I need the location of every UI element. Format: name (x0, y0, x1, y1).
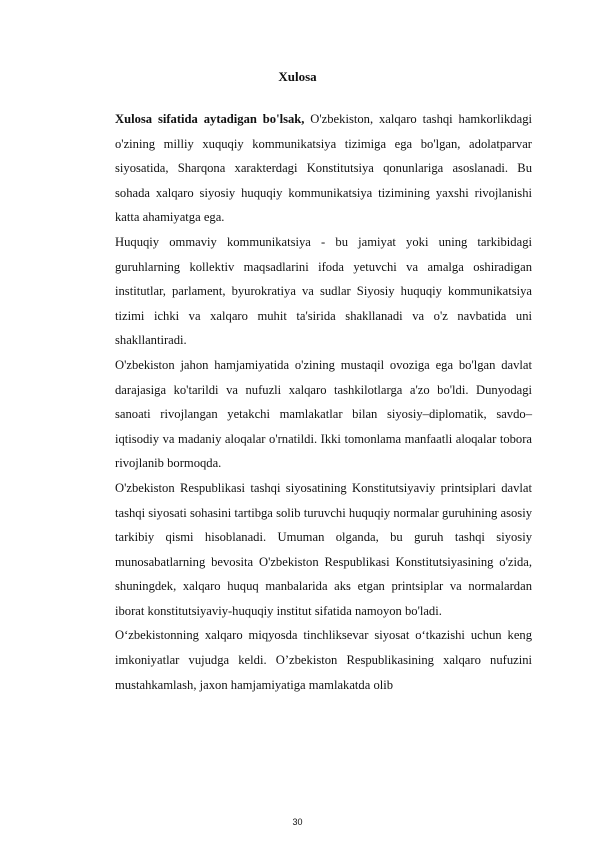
page-number: 30 (292, 817, 303, 827)
paragraph-3-text: O'zbekiston jahon hamjamiyatida o'zining mustaqil ovoziga ega bo'lgan davlat darajasiga ko'tarildi va nufuzli xalqaro tashkilotlarga a'zo bo'ldi. Dunyodagi sanoati rivojlangan yetakchi mamlakatlar bilan siyosiy–diplomatik, savdo–iqtisodiy va madaniy aloqalar o'rnatildi. Ikki tomonlama manfaatli aloqalar tobora rivojlanib bormoqda. (115, 357, 532, 471)
document-body (115, 107, 532, 697)
paragraph-3 (115, 353, 532, 476)
paragraph-2 (115, 230, 532, 353)
paragraph-1 (115, 107, 532, 230)
paragraph-1-text: O'zbekiston, xalqaro tashqi hamkorlikdagi o'zining milliy xuquqiy kommunikatsiya tizimiga ega bo'lgan, adolatparvar siyosatida, Sharqona xarakterdagi Konstitutsiya qonunlariga asoslanadi. Bu sohada xalqaro siyosiy huquqiy kommunikatsiya tizimining yaxshi rivojlanishi katta ahamiyatga ega. (115, 112, 532, 225)
paragraph-4-text: O'zbekiston Respublikasi tashqi siyosatining Konstitutsiyaviy printsiplari davlat tashqi siyosati sohasini tartibga solib turuvchi huquqiy normalar guruhining asosiy tarkibiy qismi hisoblanadi. Umuman olganda, bu guruh tashqi siyosiy munosabatlarning bevosita O'zbekiston Respublikasi Konstitutsiyasining o'zida, shuningdek, xalqaro huquq manbalarida aks etgan printsiplar va normalardan iborat konstitutsiyaviy-huquqiy institut sifatida namoyon bo'ladi. (115, 480, 532, 618)
paragraph-4 (115, 476, 532, 624)
paragraph-1-lead: Xulosa sifatida aytadigan bo'lsak, (115, 112, 305, 126)
page-title: Xulosa (278, 69, 317, 84)
paragraph-2-text: Huquqiy ommaviy kommunikatsiya - bu jamiyat yoki uning tarkibidagi guruhlarning kollektiv maqsadlarini ifoda yetuvchi va amalga oshiradigan institutlar, parlament, byurokratiya va sudlar Siyosiy huquqiy kommunikatsiya tizimi ichki va xalqaro muhit ta'sirida shakllanadi va o'z navbatida uni shakllantiradi. (115, 234, 532, 348)
paragraph-5-text: O‘zbekistonning xalqaro miqyosda tinchliksevar siyosat o‘tkazishi uchun keng imkoniyatlar vujudga keldi. O’zbekiston Respublikasining xalqaro nufuzini mustahkamlash, jaxon hamjamiyatiga mamlakatda olib (115, 628, 532, 692)
paragraph-5 (115, 623, 532, 697)
